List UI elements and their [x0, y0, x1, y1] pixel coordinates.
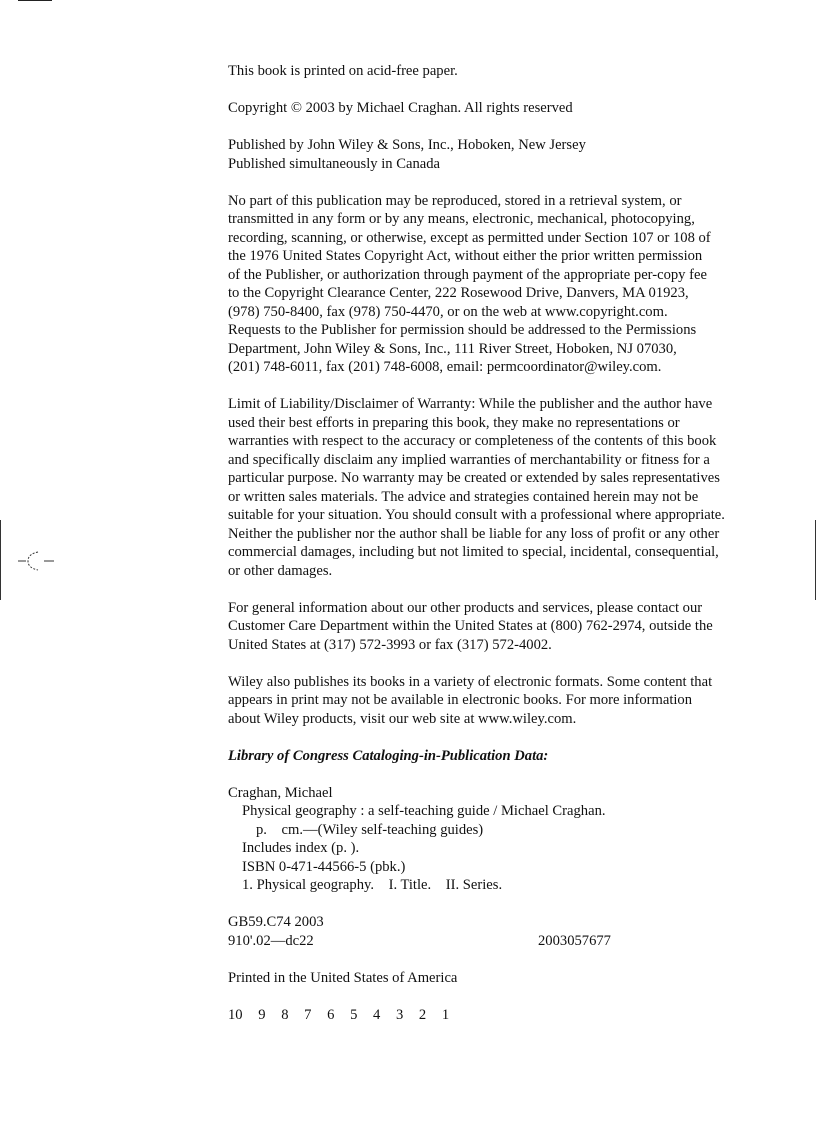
electronic-line: about Wiley products, visit our web site at www.wiley.com.: [228, 710, 577, 727]
copyright-notice: Copyright © 2003 by Michael Craghan. All rights reserved: [228, 100, 573, 116]
crop-mark-top: [18, 0, 52, 1]
permissions-line: Requests to the Publisher for permission should be addressed to the Permissions: [228, 322, 697, 338]
liability-line: Limit of Liability/Disclaimer of Warranty: While the publisher and the author have: [228, 396, 713, 412]
liability-paragraph: [228, 395, 740, 580]
electronic-formats-paragraph: [228, 673, 740, 729]
liability-line: and specifically disclaim any implied warranties of merchantability or fitness for a: [228, 451, 710, 468]
liability-line: commercial damages, including but not limited to special, incidental, consequential,: [228, 544, 719, 560]
printing-number: 6: [327, 1006, 335, 1023]
electronic-line: appears in print may not be available in electronic books. For more information: [228, 692, 693, 708]
electronic-line: Wiley also publishes its books in a variety of electronic formats. Some content that: [228, 673, 713, 690]
publisher-block: [228, 136, 740, 173]
permissions-line: transmitted in any form or by any means, electronic, mechanical, photocopying,: [228, 211, 695, 227]
printed-in: Printed in the United States of America: [228, 969, 458, 986]
paper-note: This book is printed on acid-free paper.: [228, 63, 458, 79]
cip-title: Physical geography : a self-teaching guide / Michael Craghan.: [242, 803, 606, 819]
cip-subjects: 1. Physical geography. I. Title. II. Series.: [242, 877, 503, 893]
printing-number: 1: [441, 1006, 450, 1023]
published-by: Published by John Wiley & Sons, Inc., Hoboken, New Jersey: [228, 137, 586, 153]
general-info-line: For general information about our other products and services, please contact our: [228, 599, 703, 616]
cip-physical-description: p. cm.—(Wiley self-teaching guides): [256, 821, 484, 838]
cip-author: Craghan, Michael: [228, 784, 333, 801]
general-info-line: United States at (317) 572-3993 or fax (317) 572-4002.: [228, 636, 552, 653]
permissions-line: of the Publisher, or authorization through payment of the appropriate per-copy fee: [228, 266, 707, 283]
liability-line: used their best efforts in preparing this book, they make no representations or: [228, 414, 680, 431]
printing-number: 10: [228, 1006, 243, 1023]
general-info-paragraph: [228, 599, 740, 655]
permissions-paragraph: [228, 192, 740, 377]
registration-mark-icon: [18, 550, 54, 572]
liability-line: particular purpose. No warranty may be created or extended by sales representatives: [228, 470, 720, 486]
cip-dewey: 910'.02—dc22: [228, 932, 314, 949]
printing-number: 2: [418, 1006, 427, 1023]
printing-line: [228, 1006, 740, 1025]
published-simultaneously: Published simultaneously in Canada: [228, 155, 440, 172]
cip-index-note: Includes index (p. ).: [242, 840, 360, 856]
permissions-line: recording, scanning, or otherwise, except as permitted under Section 107 or 108 of: [228, 229, 711, 246]
liability-line: suitable for your situation. You should consult with a professional where appropriate.: [228, 507, 725, 523]
liability-line: warranties with respect to the accuracy or completeness of the contents of this book: [228, 433, 717, 449]
liability-line: or written sales materials. The advice and strategies contained herein may not be: [228, 488, 699, 505]
liability-line: Neither the publisher nor the author shall be liable for any loss of profit or any other: [228, 525, 720, 542]
printing-number: 7: [304, 1006, 312, 1023]
permissions-line: (201) 748-6011, fax (201) 748-6008, email: permcoordinator@wiley.com.: [228, 359, 662, 375]
permissions-line: the 1976 United States Copyright Act, without either the prior written permission: [228, 248, 703, 264]
cip-isbn: ISBN 0-471-44566-5 (pbk.): [242, 858, 406, 875]
copyright-page: [228, 62, 740, 1043]
printing-number: 5: [350, 1006, 358, 1023]
margin-rule-left: [0, 520, 1, 600]
cip-classification: [228, 913, 740, 950]
printing-number: 9: [258, 1006, 266, 1023]
printing-number: 8: [281, 1006, 289, 1023]
cip-dewey-row: [228, 932, 740, 951]
permissions-line: No part of this publication may be reproduced, stored in a retrieval system, or: [228, 192, 682, 209]
liability-line: or other damages.: [228, 562, 333, 579]
general-info-line: Customer Care Department within the United States at (800) 762-2974, outside the: [228, 618, 713, 634]
printing-number: 4: [373, 1006, 381, 1023]
cip-lc-class: GB59.C74 2003: [228, 914, 324, 930]
cip-lccn: 2003057677: [538, 932, 611, 949]
permissions-line: Department, John Wiley & Sons, Inc., 111 River Street, Hoboken, NJ 07030,: [228, 340, 677, 357]
printing-number: 3: [395, 1006, 404, 1023]
cip-heading: Library of Congress Cataloging-in-Publication Data:: [228, 747, 549, 764]
cip-record: [228, 784, 740, 895]
permissions-line: (978) 750-8400, fax (978) 750-4470, or on the web at www.copyright.com.: [228, 303, 668, 320]
permissions-line: to the Copyright Clearance Center, 222 Rosewood Drive, Danvers, MA 01923,: [228, 285, 689, 301]
